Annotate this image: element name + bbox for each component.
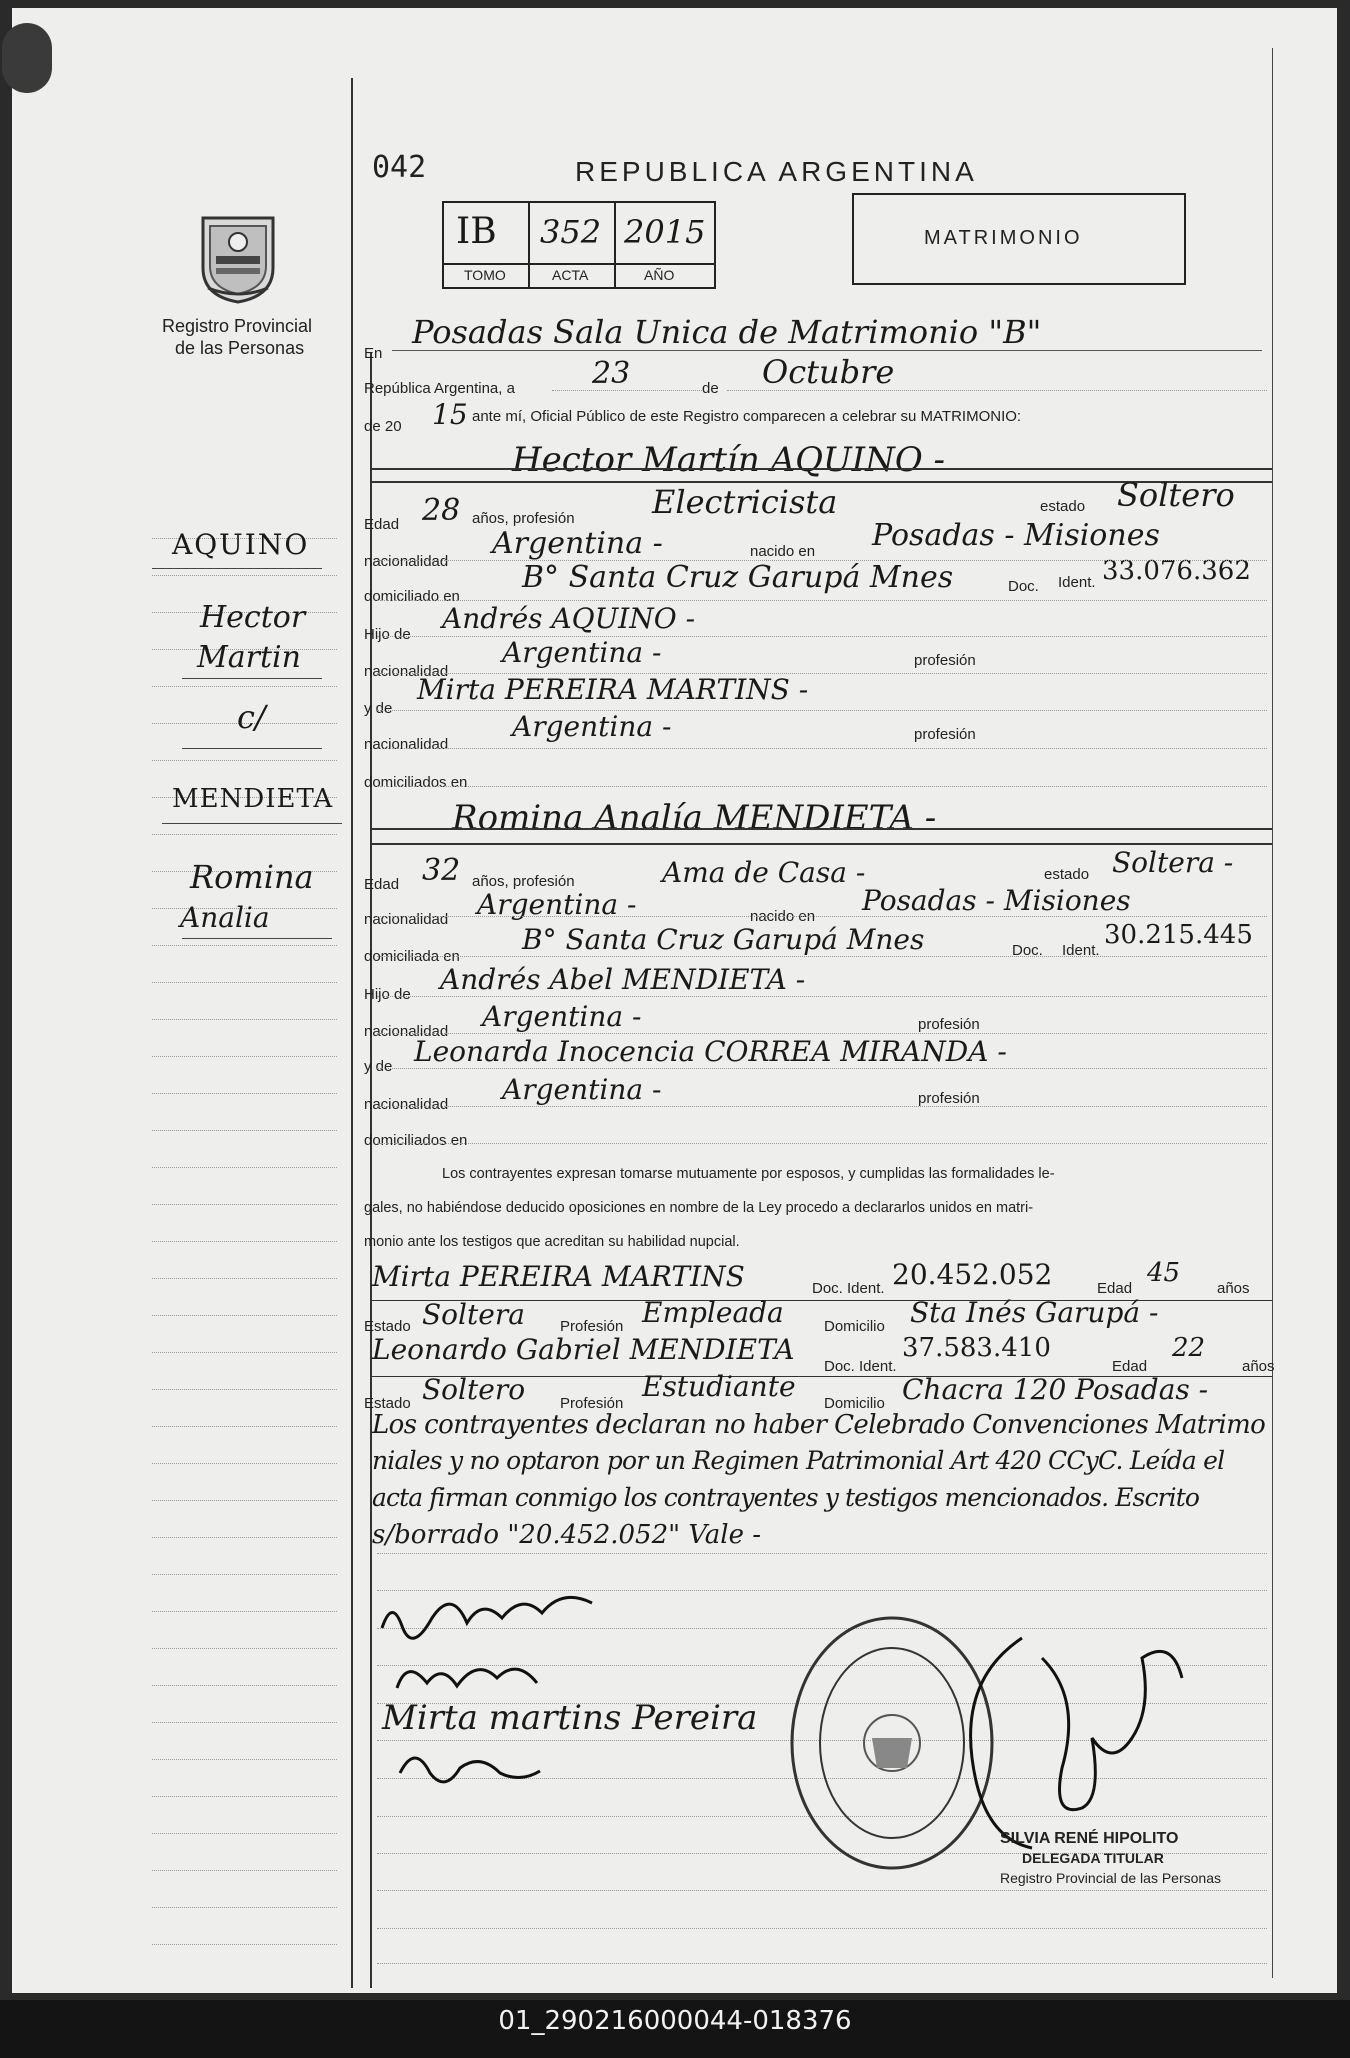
- witness2-anos-label: años: [1242, 1358, 1275, 1375]
- year-suffix: 15: [432, 398, 468, 431]
- groom-doc-number: 33.076.362: [1102, 556, 1251, 586]
- groom-dom-label: domiciliado en: [364, 588, 460, 605]
- underline: [182, 938, 332, 939]
- groom-profession: Electricista: [652, 483, 838, 521]
- witness2-dom-label: Domicilio: [824, 1395, 885, 1412]
- groom-doms-label: domiciliados en: [364, 774, 468, 791]
- ante-text: ante mí, Oficial Público de este Registro comparecen a celebrar su MATRIMONIO:: [472, 408, 1022, 425]
- province-seal: [198, 208, 278, 304]
- ruled-line: [152, 1352, 337, 1353]
- acta-value: 352: [540, 213, 602, 251]
- ruled-line: [152, 1537, 337, 1538]
- bride-profession: Ama de Casa -: [662, 856, 866, 889]
- tomo-label: TOMO: [464, 267, 506, 283]
- bride-age: 32: [422, 853, 461, 888]
- document-type: MATRIMONIO: [924, 227, 1083, 249]
- ruled-line: [377, 1963, 1267, 1964]
- ruled-line: [152, 1463, 337, 1464]
- bride-father-nationality: Argentina -: [482, 1000, 642, 1033]
- groom-nationality: Argentina -: [492, 526, 663, 561]
- notes-line3: acta firman conmigo los contrayentes y testigos mencionados. Escrito: [372, 1483, 1200, 1512]
- ruled-line: [152, 1648, 337, 1649]
- ruled-line: [377, 600, 1267, 601]
- ruled-line: [152, 1093, 337, 1094]
- witness2-address: Chacra 120 Posadas -: [902, 1373, 1209, 1406]
- bride-yde-label: y de: [364, 1058, 393, 1075]
- ruled-line: [152, 1204, 337, 1205]
- ruled-line: [152, 1907, 337, 1908]
- margin-bride-name2: Analia: [180, 901, 270, 934]
- ruled-line: [152, 686, 337, 687]
- month-value: Octubre: [762, 353, 895, 391]
- declaration-line3: monio ante los testigos que acreditan su habilidad nupcial.: [364, 1234, 740, 1250]
- ruled-line: [152, 1278, 337, 1279]
- witness2-estado-label: Estado: [364, 1395, 411, 1412]
- underline: [162, 823, 342, 824]
- bride-doc-number: 30.215.445: [1104, 920, 1253, 950]
- ruled-line: [152, 1130, 337, 1131]
- official-title: DELEGADA TITULAR: [1022, 1850, 1164, 1866]
- bride-father-prof-label: profesión: [918, 1016, 980, 1033]
- margin-connector: c/: [237, 698, 266, 736]
- notes-line2: niales y no optaron por un Regimen Patrimonial Art 420 CCyC. Leída el: [372, 1446, 1225, 1475]
- witness1-doc: 20.452.052: [892, 1258, 1053, 1291]
- ruled-line: [152, 1241, 337, 1242]
- ruled-line: [152, 1056, 337, 1057]
- ruled-line: [152, 1833, 337, 1834]
- ruled-line: [152, 945, 337, 946]
- registry-title-line1: Registro Provincial: [162, 316, 313, 336]
- ruled-line: [377, 1143, 1267, 1144]
- country-title: REPUBLICA ARGENTINA: [575, 156, 978, 187]
- bride-hijo-label: Hijo de: [364, 986, 411, 1003]
- witness1-doc-label: Doc. Ident.: [812, 1280, 885, 1297]
- witness2-state: Soltero: [422, 1373, 526, 1406]
- groom-father-nationality: Argentina -: [502, 636, 662, 669]
- groom-age: 28: [422, 493, 461, 528]
- place-value: Posadas Sala Unica de Matrimonio "B": [412, 313, 1042, 351]
- witness2-name: Leonardo Gabriel MENDIETA: [372, 1333, 795, 1366]
- bride-nacido-label: nacido en: [750, 908, 816, 925]
- margin-bride-surname: MENDIETA: [172, 784, 334, 814]
- bride-mother: Leonarda Inocencia CORREA MIRANDA -: [414, 1035, 1007, 1068]
- witness1-profession: Empleada: [642, 1296, 784, 1329]
- witness2-age: 22: [1172, 1333, 1206, 1363]
- groom-yde-label: y de: [364, 700, 393, 717]
- groom-estado-label: estado: [1040, 498, 1086, 515]
- bride-father-nac-label: nacionalidad: [364, 1023, 449, 1040]
- notes-line1: Los contrayentes declaran no haber Celebrado Convenciones Matrimo: [372, 1410, 1266, 1440]
- groom-nacido-label: nacido en: [750, 543, 816, 560]
- declaration-line2: gales, no habiéndose deducido oposiciones en nombre de la Ley procedo a declararlos unidos en matri-: [364, 1200, 1034, 1216]
- bride-estado-label: estado: [1044, 866, 1090, 883]
- bride-father: Andrés Abel MENDIETA -: [440, 963, 806, 996]
- acta-label: ACTA: [552, 267, 589, 283]
- ruled-line: [377, 1033, 1267, 1034]
- margin-groom-name1: Hector: [200, 600, 306, 635]
- stamp-bottom-text: [780, 1606, 793, 1607]
- ruled-line: [152, 1574, 337, 1575]
- ruled-line: [377, 636, 1267, 637]
- seal-icon: [198, 208, 278, 304]
- ruled-line: [152, 1315, 337, 1316]
- binder-hole: [2, 23, 52, 93]
- groom-mother-nationality: Argentina -: [512, 710, 672, 743]
- official-name: SILVIA RENÉ HIPOLITO: [1000, 1830, 1179, 1847]
- witness2-prof-label: Profesión: [560, 1395, 624, 1412]
- witness1-address: Sta Inés Garupá -: [910, 1296, 1159, 1329]
- day-value: 23: [592, 356, 631, 391]
- bride-civil-state: Soltera -: [1112, 846, 1234, 879]
- ruled-line: [377, 673, 1267, 674]
- groom-signature: [372, 1578, 612, 1648]
- bride-birthplace: Posadas - Misiones: [862, 884, 1131, 917]
- ruled-line: [152, 982, 337, 983]
- underline: [182, 748, 322, 749]
- bride-mother-nac-label: nacionalidad: [364, 1096, 449, 1113]
- left-margin-divider: [351, 78, 353, 1988]
- anio-label: AÑO: [644, 267, 675, 283]
- document-type-box: [852, 193, 1186, 285]
- official-office: Registro Provincial de las Personas: [1000, 1870, 1221, 1886]
- groom-hijo-label: Hijo de: [364, 626, 411, 643]
- ruled-line: [377, 1106, 1267, 1107]
- margin-bride-name1: Romina: [190, 858, 314, 896]
- de20-label: de 20: [364, 418, 402, 435]
- de-label: de: [702, 380, 719, 397]
- ruled-line: [152, 1167, 337, 1168]
- ruled-line: [377, 1553, 1267, 1554]
- witness2-doc-label: Doc. Ident.: [824, 1358, 897, 1375]
- ruled-line: [377, 710, 1267, 711]
- groom-father-prof-label: profesión: [914, 652, 976, 669]
- registry-title-line2: de las Personas: [175, 338, 305, 358]
- witness-signature: Mirta martins Pereira: [382, 1698, 758, 1738]
- groom-father-nac-label: nacionalidad: [364, 663, 449, 680]
- underline: [152, 568, 322, 569]
- declaration-line1: Los contrayentes expresan tomarse mutuamente por esposos, y cumplidas las formalidades le-: [442, 1166, 1055, 1182]
- ruled-line: [377, 916, 1267, 917]
- ruled-line: [377, 1928, 1267, 1929]
- ruled-line: [152, 1722, 337, 1723]
- ruled-line: [152, 1019, 337, 1020]
- ruled-line: [152, 1796, 337, 1797]
- anio-value: 2015: [624, 213, 706, 251]
- witness1-age: 45: [1147, 1258, 1181, 1288]
- groom-ident-label: Ident.: [1058, 574, 1096, 591]
- ruled-line: [152, 575, 337, 576]
- ruled-line: [152, 1389, 337, 1390]
- groom-nac-label: nacionalidad: [364, 553, 449, 570]
- bride-full-name: Romina Analía MENDIETA -: [452, 798, 937, 838]
- underline: [182, 678, 322, 679]
- notes-line4: s/borrado "20.452.052" Vale -: [372, 1520, 762, 1550]
- bride-dom-label: domiciliada en: [364, 948, 460, 965]
- groom-birthplace: Posadas - Misiones: [872, 518, 1160, 553]
- groom-anos-label: años, profesión: [472, 510, 575, 527]
- ruled-line: [152, 834, 337, 835]
- main-right-border: [1272, 48, 1273, 1978]
- margin-groom-surname: AQUINO: [172, 528, 310, 561]
- witness2-doc: 37.583.410: [902, 1333, 1051, 1363]
- ruled-line: [377, 956, 1267, 957]
- witness1-name: Mirta PEREIRA MARTINS: [372, 1260, 745, 1293]
- margin-groom-name2: Martin: [197, 640, 301, 675]
- witness1-dom-label: Domicilio: [824, 1318, 885, 1335]
- ruled-line: [152, 1500, 337, 1501]
- ruled-line: [152, 760, 337, 761]
- folio-number: 042: [372, 150, 427, 185]
- bride-edad-label: Edad: [364, 876, 400, 893]
- ruled-line: [152, 1426, 337, 1427]
- bride-mother-prof-label: profesión: [918, 1090, 980, 1107]
- groom-address: B° Santa Cruz Garupá Mnes: [522, 560, 954, 595]
- witness1-edad-label: Edad: [1097, 1280, 1133, 1297]
- ruled-line: [377, 786, 1267, 787]
- ruled-line: [377, 1890, 1267, 1891]
- ruled-line: [152, 1611, 337, 1612]
- bride-ident-label: Ident.: [1062, 942, 1100, 959]
- witness2-profession: Estudiante: [642, 1370, 796, 1403]
- bride-nationality: Argentina -: [477, 888, 637, 921]
- en-label: En: [364, 345, 383, 362]
- republica-label: República Argentina, a: [364, 380, 515, 397]
- groom-doc-label: Doc.: [1008, 578, 1039, 595]
- ruled-line: [152, 1944, 337, 1945]
- image-id-caption: 01_290216000044-018376: [498, 2006, 852, 2036]
- groom-full-name: Hector Martín AQUINO -: [512, 440, 946, 480]
- bride-nac-label: nacionalidad: [364, 911, 449, 928]
- bride-anos-label: años, profesión: [472, 873, 575, 890]
- bride-address: B° Santa Cruz Garupá Mnes: [522, 923, 925, 956]
- ruled-line: [377, 748, 1267, 749]
- ruled-line: [377, 1068, 1267, 1069]
- ruled-line: [152, 1870, 337, 1871]
- groom-mother-prof-label: profesión: [914, 726, 976, 743]
- witness1-prof-label: Profesión: [560, 1318, 624, 1335]
- groom-edad-label: Edad: [364, 516, 400, 533]
- ruled-line: [377, 560, 1267, 561]
- tomo-value: IB: [456, 211, 497, 252]
- registry-reference-box: [442, 201, 716, 289]
- groom-mother-nac-label: nacionalidad: [364, 736, 449, 753]
- witness1-anos-label: años: [1217, 1280, 1250, 1297]
- certificate-page: [12, 8, 1337, 1993]
- groom-mother: Mirta PEREIRA MARTINS -: [417, 673, 809, 706]
- witness1-estado-label: Estado: [364, 1318, 411, 1335]
- witness2-signature: [390, 1743, 590, 1803]
- bride-doc-label: Doc.: [1012, 942, 1043, 959]
- groom-civil-state: Soltero: [1117, 476, 1235, 514]
- ruled-line: [152, 1759, 337, 1760]
- bride-mother-nationality: Argentina -: [502, 1073, 662, 1106]
- witness2-edad-label: Edad: [1112, 1358, 1148, 1375]
- bride-doms-label: domiciliados en: [364, 1132, 468, 1149]
- groom-father: Andrés AQUINO -: [442, 602, 696, 635]
- witness1-state: Soltera: [422, 1298, 525, 1331]
- ruled-line: [152, 1685, 337, 1686]
- ruled-line: [377, 996, 1267, 997]
